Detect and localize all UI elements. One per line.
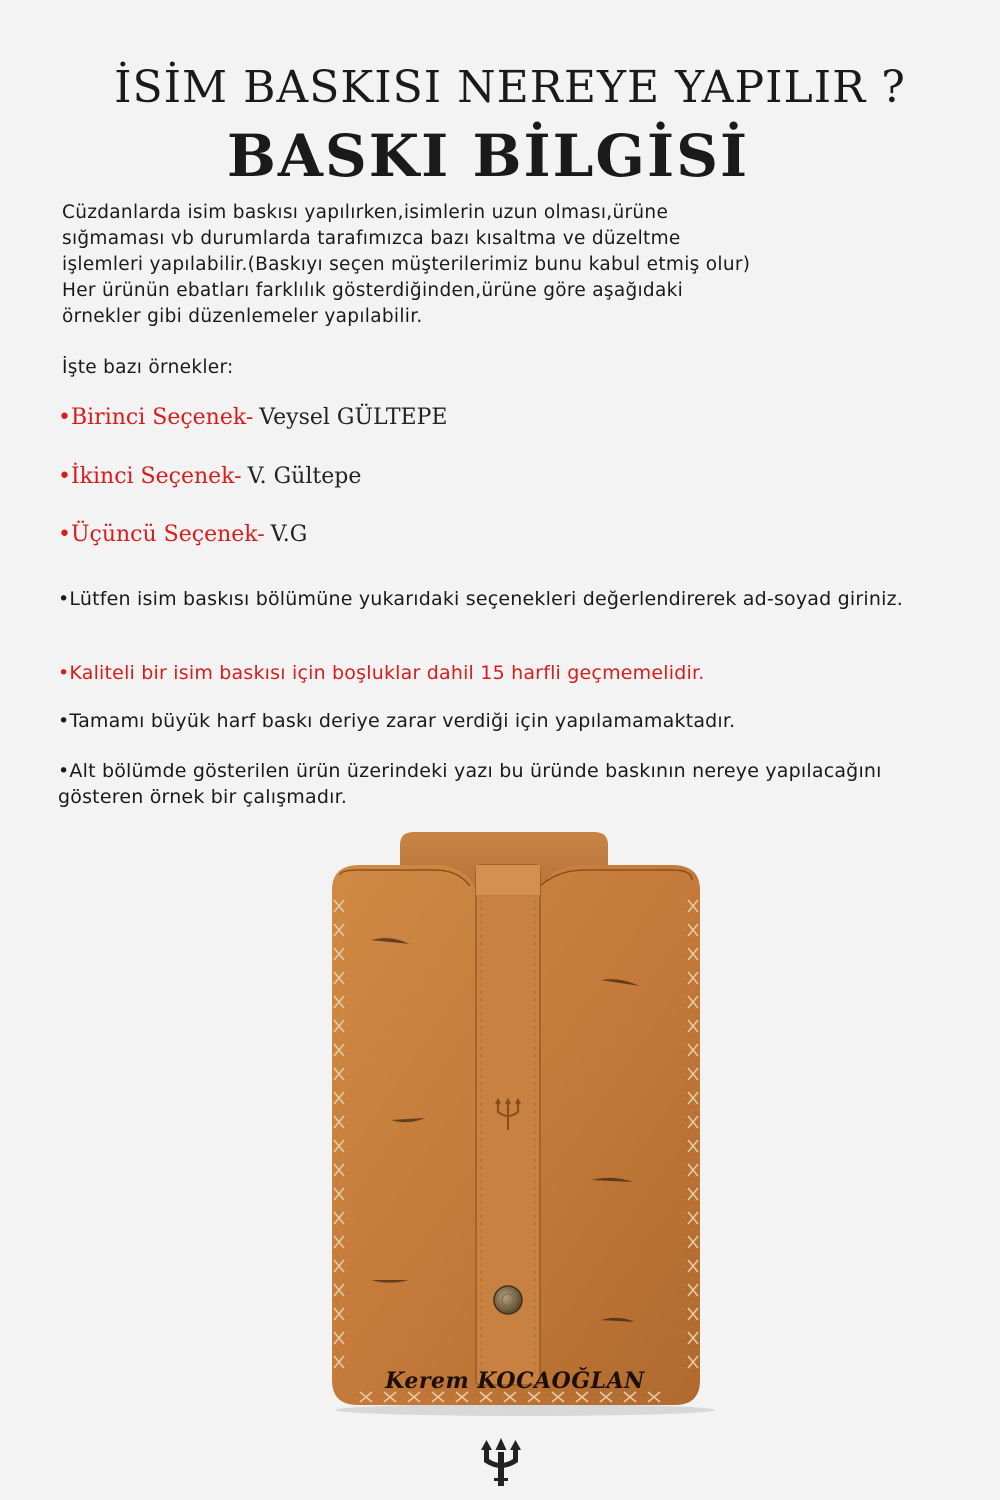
- examples-label: İşte bazı örnekler:: [62, 357, 234, 378]
- intro-line: işlemleri yapılabilir.(Baskıyı seçen müşterilerimiz bunu kabul etmiş olur): [62, 254, 751, 275]
- intro-line: Her ürünün ebatları farklılık gösterdiğinden,ürüne göre aşağıdaki: [62, 280, 684, 301]
- engraving-sample-text: Kerem KOCAOĞLAN: [385, 1368, 645, 1394]
- note-sample-placement: •Alt bölümde gösterilen ürün üzerindeki yazı bu üründe baskının nereye yapılacağını gösteren örnek bir çalışmadır.: [58, 760, 882, 808]
- page-title: BASKI BİLGİSİ: [226, 122, 750, 190]
- intro-paragraph: [62, 200, 942, 330]
- page-question-heading: İSİM BASKISI NEREYE YAPILIR ?: [114, 62, 906, 113]
- snap-button-icon: [494, 1286, 522, 1314]
- note-uppercase-warning: •Tamamı büyük harf baskı deriye zarar verdiği için yapılamamaktadır.: [58, 710, 736, 732]
- intro-line: örnekler gibi düzenlemeler yapılabilir.: [62, 306, 423, 327]
- option-value: V. Gültepe: [247, 464, 362, 489]
- option-label: •İkinci Seçenek-: [58, 464, 242, 489]
- note-enter-name: •Lütfen isim baskısı bölümüne yukarıdaki seçenekleri değerlendirerek ad-soyad giriniz.: [58, 588, 904, 610]
- option-label: •Birinci Seçenek-: [58, 405, 254, 430]
- intro-line: sığmaması vb durumlarda tarafımızca bazı kısaltma ve düzeltme: [62, 228, 681, 249]
- option-second: [58, 463, 361, 491]
- note-character-limit: •Kaliteli bir isim baskısı için boşluklar dahil 15 harfli geçmemelidir.: [58, 662, 705, 684]
- option-label: •Üçüncü Seçenek-: [58, 522, 265, 547]
- product-image-leather-case: [300, 820, 740, 1420]
- intro-line: Cüzdanlarda isim baskısı yapılırken,isimlerin uzun olması,ürüne: [62, 202, 669, 223]
- option-value: Veysel GÜLTEPE: [259, 405, 448, 430]
- option-first: [58, 404, 447, 432]
- trident-icon: [478, 1438, 524, 1486]
- option-third: [58, 521, 307, 549]
- option-value: V.G: [270, 522, 308, 547]
